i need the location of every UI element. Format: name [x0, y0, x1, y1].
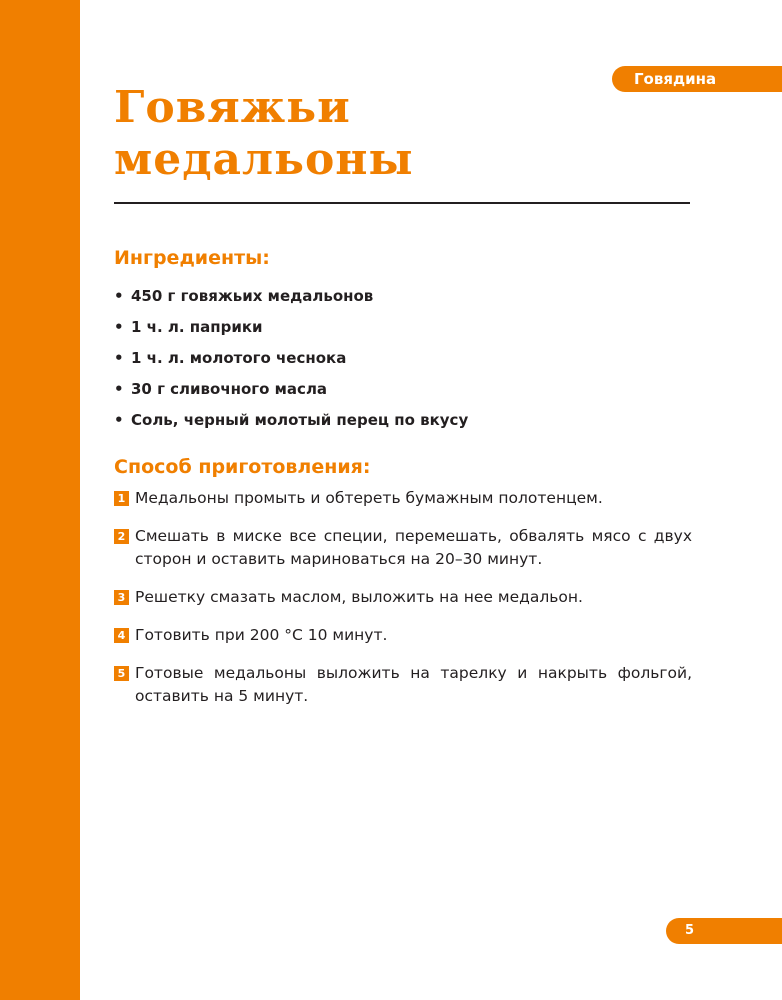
step-text: Смешать в миске все специи, перемешать, обвалять мясо с двух сторон и оставить мариноваться на 20–30 минут.: [135, 527, 692, 568]
method-step: [114, 624, 692, 647]
category-tab: Говядина: [612, 66, 782, 92]
step-number-badge: 3: [114, 590, 129, 605]
method-steps-list: [114, 487, 692, 723]
ingredient-item: [114, 379, 468, 410]
step-number-badge: 1: [114, 491, 129, 506]
ingredient-text: Соль, черный молотый перец по вкусу: [131, 411, 469, 429]
recipe-title-line-1: Говяжьи: [114, 82, 351, 133]
ingredient-item: [114, 410, 468, 441]
method-step: [114, 586, 692, 609]
method-step: [114, 662, 692, 708]
page-number-tab: 5: [666, 918, 782, 944]
ingredient-item: [114, 317, 468, 348]
ingredient-text: 450 г говяжьих медальонов: [131, 287, 374, 305]
step-text: Готовить при 200 °C 10 минут.: [135, 626, 388, 644]
ingredient-text: 1 ч. л. паприки: [131, 318, 263, 336]
method-step: [114, 487, 692, 510]
ingredients-list: [114, 286, 468, 441]
bullet-icon: •: [114, 287, 124, 305]
step-number-badge: 5: [114, 666, 129, 681]
step-text: Медальоны промыть и обтереть бумажным полотенцем.: [135, 489, 603, 507]
bullet-icon: •: [114, 411, 124, 429]
step-text: Решетку смазать маслом, выложить на нее медальон.: [135, 588, 583, 606]
method-heading: Способ приготовления:: [114, 456, 371, 478]
step-text: Готовые медальоны выложить на тарелку и накрыть фольгой, оставить на 5 минут.: [135, 664, 692, 705]
ingredient-item: [114, 286, 468, 317]
ingredient-text: 30 г сливочного масла: [131, 380, 328, 398]
bullet-icon: •: [114, 380, 124, 398]
bullet-icon: •: [114, 349, 124, 367]
recipe-title: [114, 82, 414, 186]
bullet-icon: •: [114, 318, 124, 336]
ingredient-item: [114, 348, 468, 379]
ingredient-text: 1 ч. л. молотого чеснока: [131, 349, 347, 367]
step-number-badge: 4: [114, 628, 129, 643]
method-step: [114, 525, 692, 571]
side-color-stripe: [0, 0, 80, 1000]
step-number-badge: 2: [114, 529, 129, 544]
ingredients-heading: Ингредиенты:: [114, 247, 270, 269]
title-divider: [114, 202, 690, 204]
recipe-title-line-2: медальоны: [114, 134, 414, 185]
